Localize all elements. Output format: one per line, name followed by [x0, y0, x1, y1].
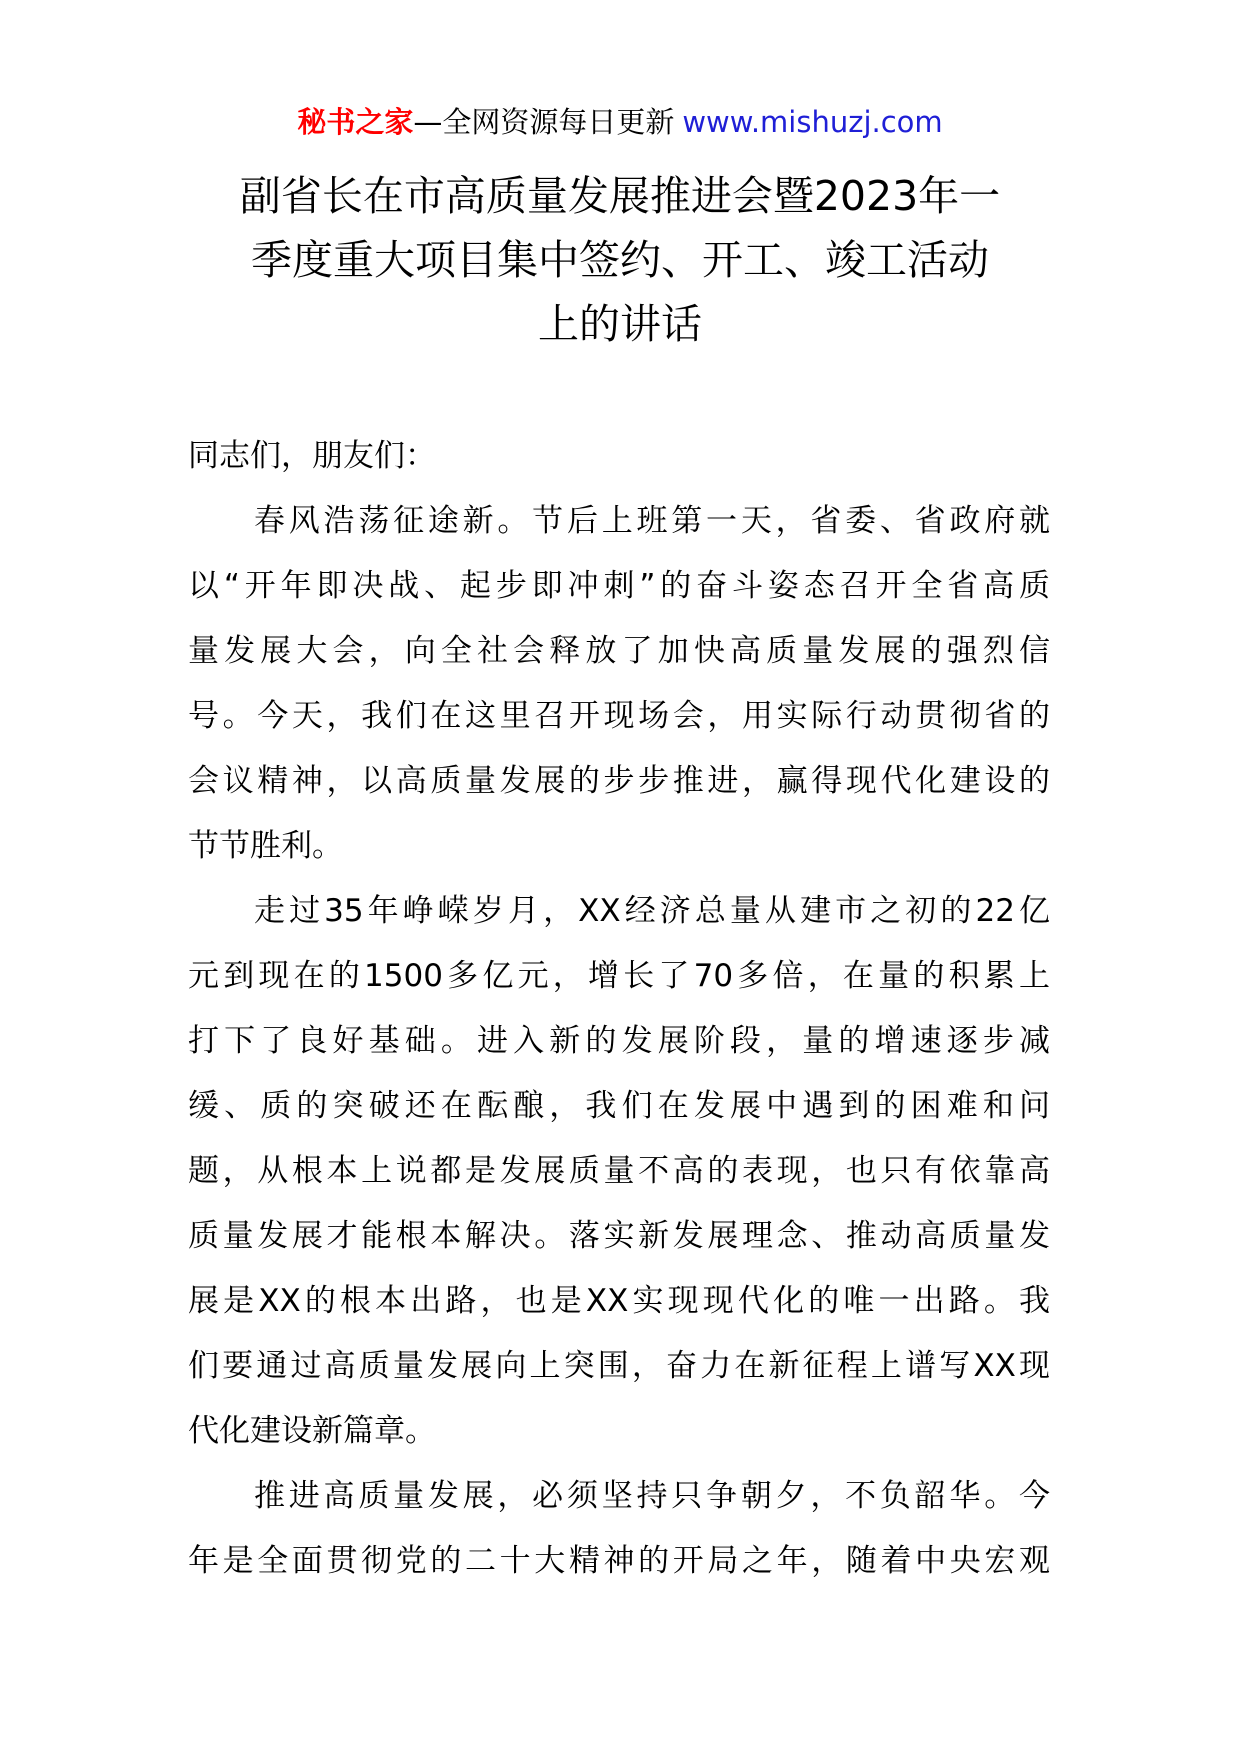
paragraph	[188, 1464, 1050, 1594]
title-line: 上的讲话	[538, 300, 702, 348]
document-title	[190, 164, 1050, 356]
title-line: 副省长在市高质量发展推进会暨2023年一	[239, 172, 1001, 220]
paragraph-line: 打下了良好基础。进入新的发展阶段，量的增速逐步减	[188, 1023, 1050, 1059]
paragraph-line: 题，从根本上说都是发展质量不高的表现，也只有依靠高	[188, 1153, 1050, 1189]
paragraph-line: 走过35年峥嵘岁月，XX经济总量从建市之初的22亿	[254, 893, 1050, 929]
paragraph-line: 代化建设新篇章。	[188, 1413, 436, 1449]
paragraph-line: 展是XX的根本出路，也是XX实现现代化的唯一出路。我	[188, 1283, 1050, 1319]
paragraph-line: 量发展大会，向全社会释放了加快高质量发展的强烈信	[188, 633, 1050, 669]
paragraph	[188, 489, 1050, 879]
paragraph-line: 以“开年即决战、起步即冲刺”的奋斗姿态召开全省高质	[188, 568, 1050, 604]
paragraph-line: 节节胜利。	[188, 828, 343, 864]
site-url-link[interactable]: www.mishuzj.com	[682, 105, 943, 139]
paragraph-line: 质量发展才能根本解决。落实新发展理念、推动高质量发	[188, 1218, 1050, 1254]
title-line: 季度重大项目集中签约、开工、竣工活动	[251, 236, 989, 284]
site-brand: 秘书之家	[297, 105, 414, 139]
paragraph	[188, 879, 1050, 1464]
paragraph-line: 元到现在的1500多亿元，增长了70多倍，在量的积累上	[188, 958, 1050, 994]
paragraph-line: 缓、质的突破还在酝酿，我们在发展中遇到的困难和问	[188, 1088, 1050, 1124]
paragraph-line: 年是全面贯彻党的二十大精神的开局之年，随着中央宏观	[188, 1543, 1050, 1579]
paragraph-line: 号。今天，我们在这里召开现场会，用实际行动贯彻省的	[188, 698, 1050, 734]
paragraph-line: 推进高质量发展，必须坚持只争朝夕，不负韶华。今	[254, 1478, 1050, 1514]
paragraph-line: 春风浩荡征途新。节后上班第一天，省委、省政府就	[254, 503, 1050, 539]
site-tagline: —全网资源每日更新	[413, 105, 675, 139]
paragraph-line: 会议精神，以高质量发展的步步推进，赢得现代化建设的	[188, 763, 1050, 799]
site-header	[0, 100, 1240, 144]
paragraph-line: 们要通过高质量发展向上突围，奋力在新征程上谱写XX现	[188, 1348, 1050, 1384]
document-body	[188, 424, 1050, 1594]
salutation: 同志们，朋友们：	[188, 438, 436, 474]
